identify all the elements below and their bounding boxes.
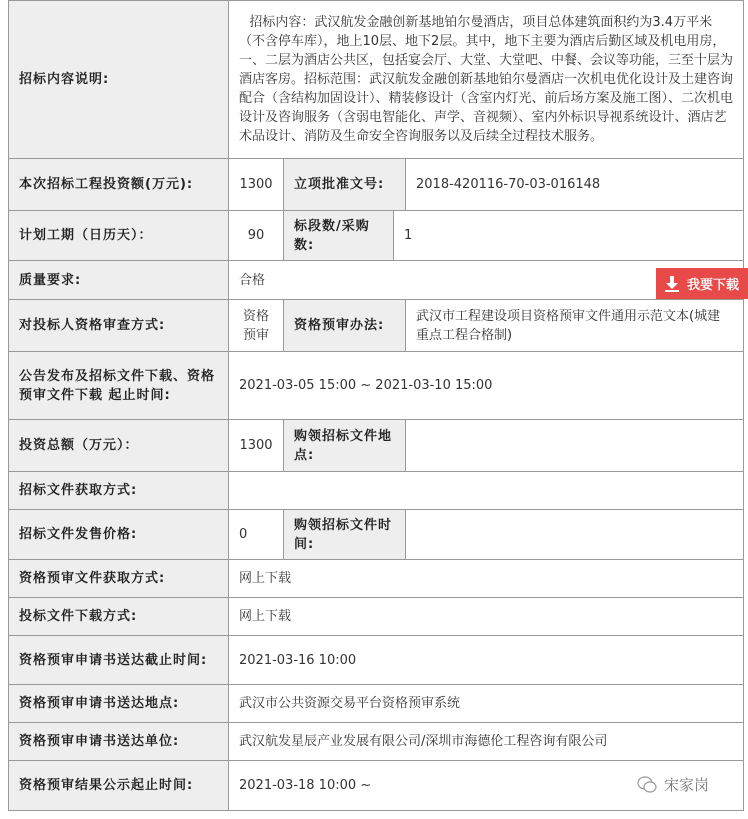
doc-price-value: 0 xyxy=(229,510,284,560)
investment-value: 1300 xyxy=(229,159,284,211)
duration-value: 90 xyxy=(229,211,284,261)
total-investment-label: 投资总额（万元）： xyxy=(9,420,229,472)
download-label: 我要下载 xyxy=(686,278,739,293)
sections-label: 标段数/采购数: xyxy=(284,211,394,261)
doc-method-label: 招标文件获取方式: xyxy=(9,472,229,510)
table-row xyxy=(9,723,744,761)
review-method-value: 武汉市工程建设项目资格预审文件通用示范文本(城建重点工程合格制) xyxy=(406,300,744,352)
table-row xyxy=(9,211,744,261)
prequal-place-value: 武汉市公共资源交易平台资格预审系统 xyxy=(229,685,744,723)
bid-doc-method-label: 投标文件下载方式: xyxy=(9,598,229,636)
table-row xyxy=(9,761,744,811)
table-row xyxy=(9,472,744,510)
table-row xyxy=(9,420,744,472)
publish-time-label: 公告发布及招标文件下载、资格预审文件下载 起止时间: xyxy=(9,352,229,420)
quality-label: 质量要求: xyxy=(9,261,229,300)
doc-place-label: 购领招标文件地点: xyxy=(284,420,406,472)
sections-value: 1 xyxy=(394,211,744,261)
doc-method-value xyxy=(229,472,744,510)
prequal-unit-label: 资格预审申请书送达单位: xyxy=(9,723,229,761)
table-row xyxy=(9,352,744,420)
table-row xyxy=(9,685,744,723)
download-icon xyxy=(665,276,679,292)
watermark xyxy=(636,774,709,795)
approval-no-value: 2018-420116-70-03-016148 xyxy=(406,159,744,211)
table-row xyxy=(9,159,744,211)
review-label: 对投标人资格审查方式: xyxy=(9,300,229,352)
total-investment-value: 1300 xyxy=(229,420,284,472)
table-row xyxy=(9,560,744,598)
bid-doc-method-value: 网上下载 xyxy=(229,598,744,636)
publish-time-value: 2021-03-05 15:00 ~ 2021-03-10 15:00 xyxy=(229,352,744,420)
doc-price-label: 招标文件发售价格: xyxy=(9,510,229,560)
prequal-deadline-label: 资格预审申请书送达截止时间: xyxy=(9,636,229,685)
doc-time-label: 购领招标文件时间: xyxy=(284,510,406,560)
doc-place-value xyxy=(406,420,744,472)
prequal-result-label: 资格预审结果公示起止时间: xyxy=(9,761,229,811)
prequal-result-value: 2021-03-18 10:00 ~ xyxy=(229,761,744,811)
prequal-unit-value: 武汉航发星辰产业发展有限公司/深圳市海德伦工程咨询有限公司 xyxy=(229,723,744,761)
table-row xyxy=(9,1,744,159)
investment-label: 本次招标工程投资额(万元): xyxy=(9,159,229,211)
watermark-text: 宋家岗 xyxy=(664,776,710,794)
table-row xyxy=(9,261,744,300)
doc-time-value xyxy=(406,510,744,560)
review-method-label: 资格预审办法: xyxy=(284,300,406,352)
prequal-doc-method-label: 资格预审文件获取方式: xyxy=(9,560,229,598)
prequal-doc-method-value: 网上下载 xyxy=(229,560,744,598)
tender-info-table xyxy=(8,0,744,811)
prequal-deadline-value: 2021-03-16 10:00 xyxy=(229,636,744,685)
prequal-place-label: 资格预审申请书送达地点: xyxy=(9,685,229,723)
approval-no-label: 立项批准文号: xyxy=(284,159,406,211)
table-row xyxy=(9,510,744,560)
table-row xyxy=(9,598,744,636)
wechat-icon xyxy=(636,775,658,795)
content-label: 招标内容说明: xyxy=(9,1,229,159)
table-row xyxy=(9,300,744,352)
download-button[interactable] xyxy=(656,268,748,299)
duration-label: 计划工期（日历天）： xyxy=(9,211,229,261)
content-value: 招标内容：武汉航发金融创新基地铂尔曼酒店，项目总体建筑面积约为3.4万平米（不含停车库），地上10层、地下2层。其中，地下主要为酒店后勤区域及机电用房，一、二层为酒店公共区，包括宴会厅、大堂、大堂吧、中餐、会议等功能，三至十层为酒店客房。招标范围：武汉航发金融创新基地铂尔曼酒店一次机电优化设计及土建咨询配合（含结构加固设计）、精装修设计（含室内灯光、前后场方案及施工图）、二次机电设计及咨询服务（含弱电智能化、声学、音视频）、室内外标识导视系统设计、酒店艺术品设计、消防及生命安全咨询服务以及后续全过程技术服务。 xyxy=(229,1,744,159)
quality-value: 合格 xyxy=(229,261,744,300)
review-value: 资格预审 xyxy=(229,300,284,352)
table-row xyxy=(9,636,744,685)
